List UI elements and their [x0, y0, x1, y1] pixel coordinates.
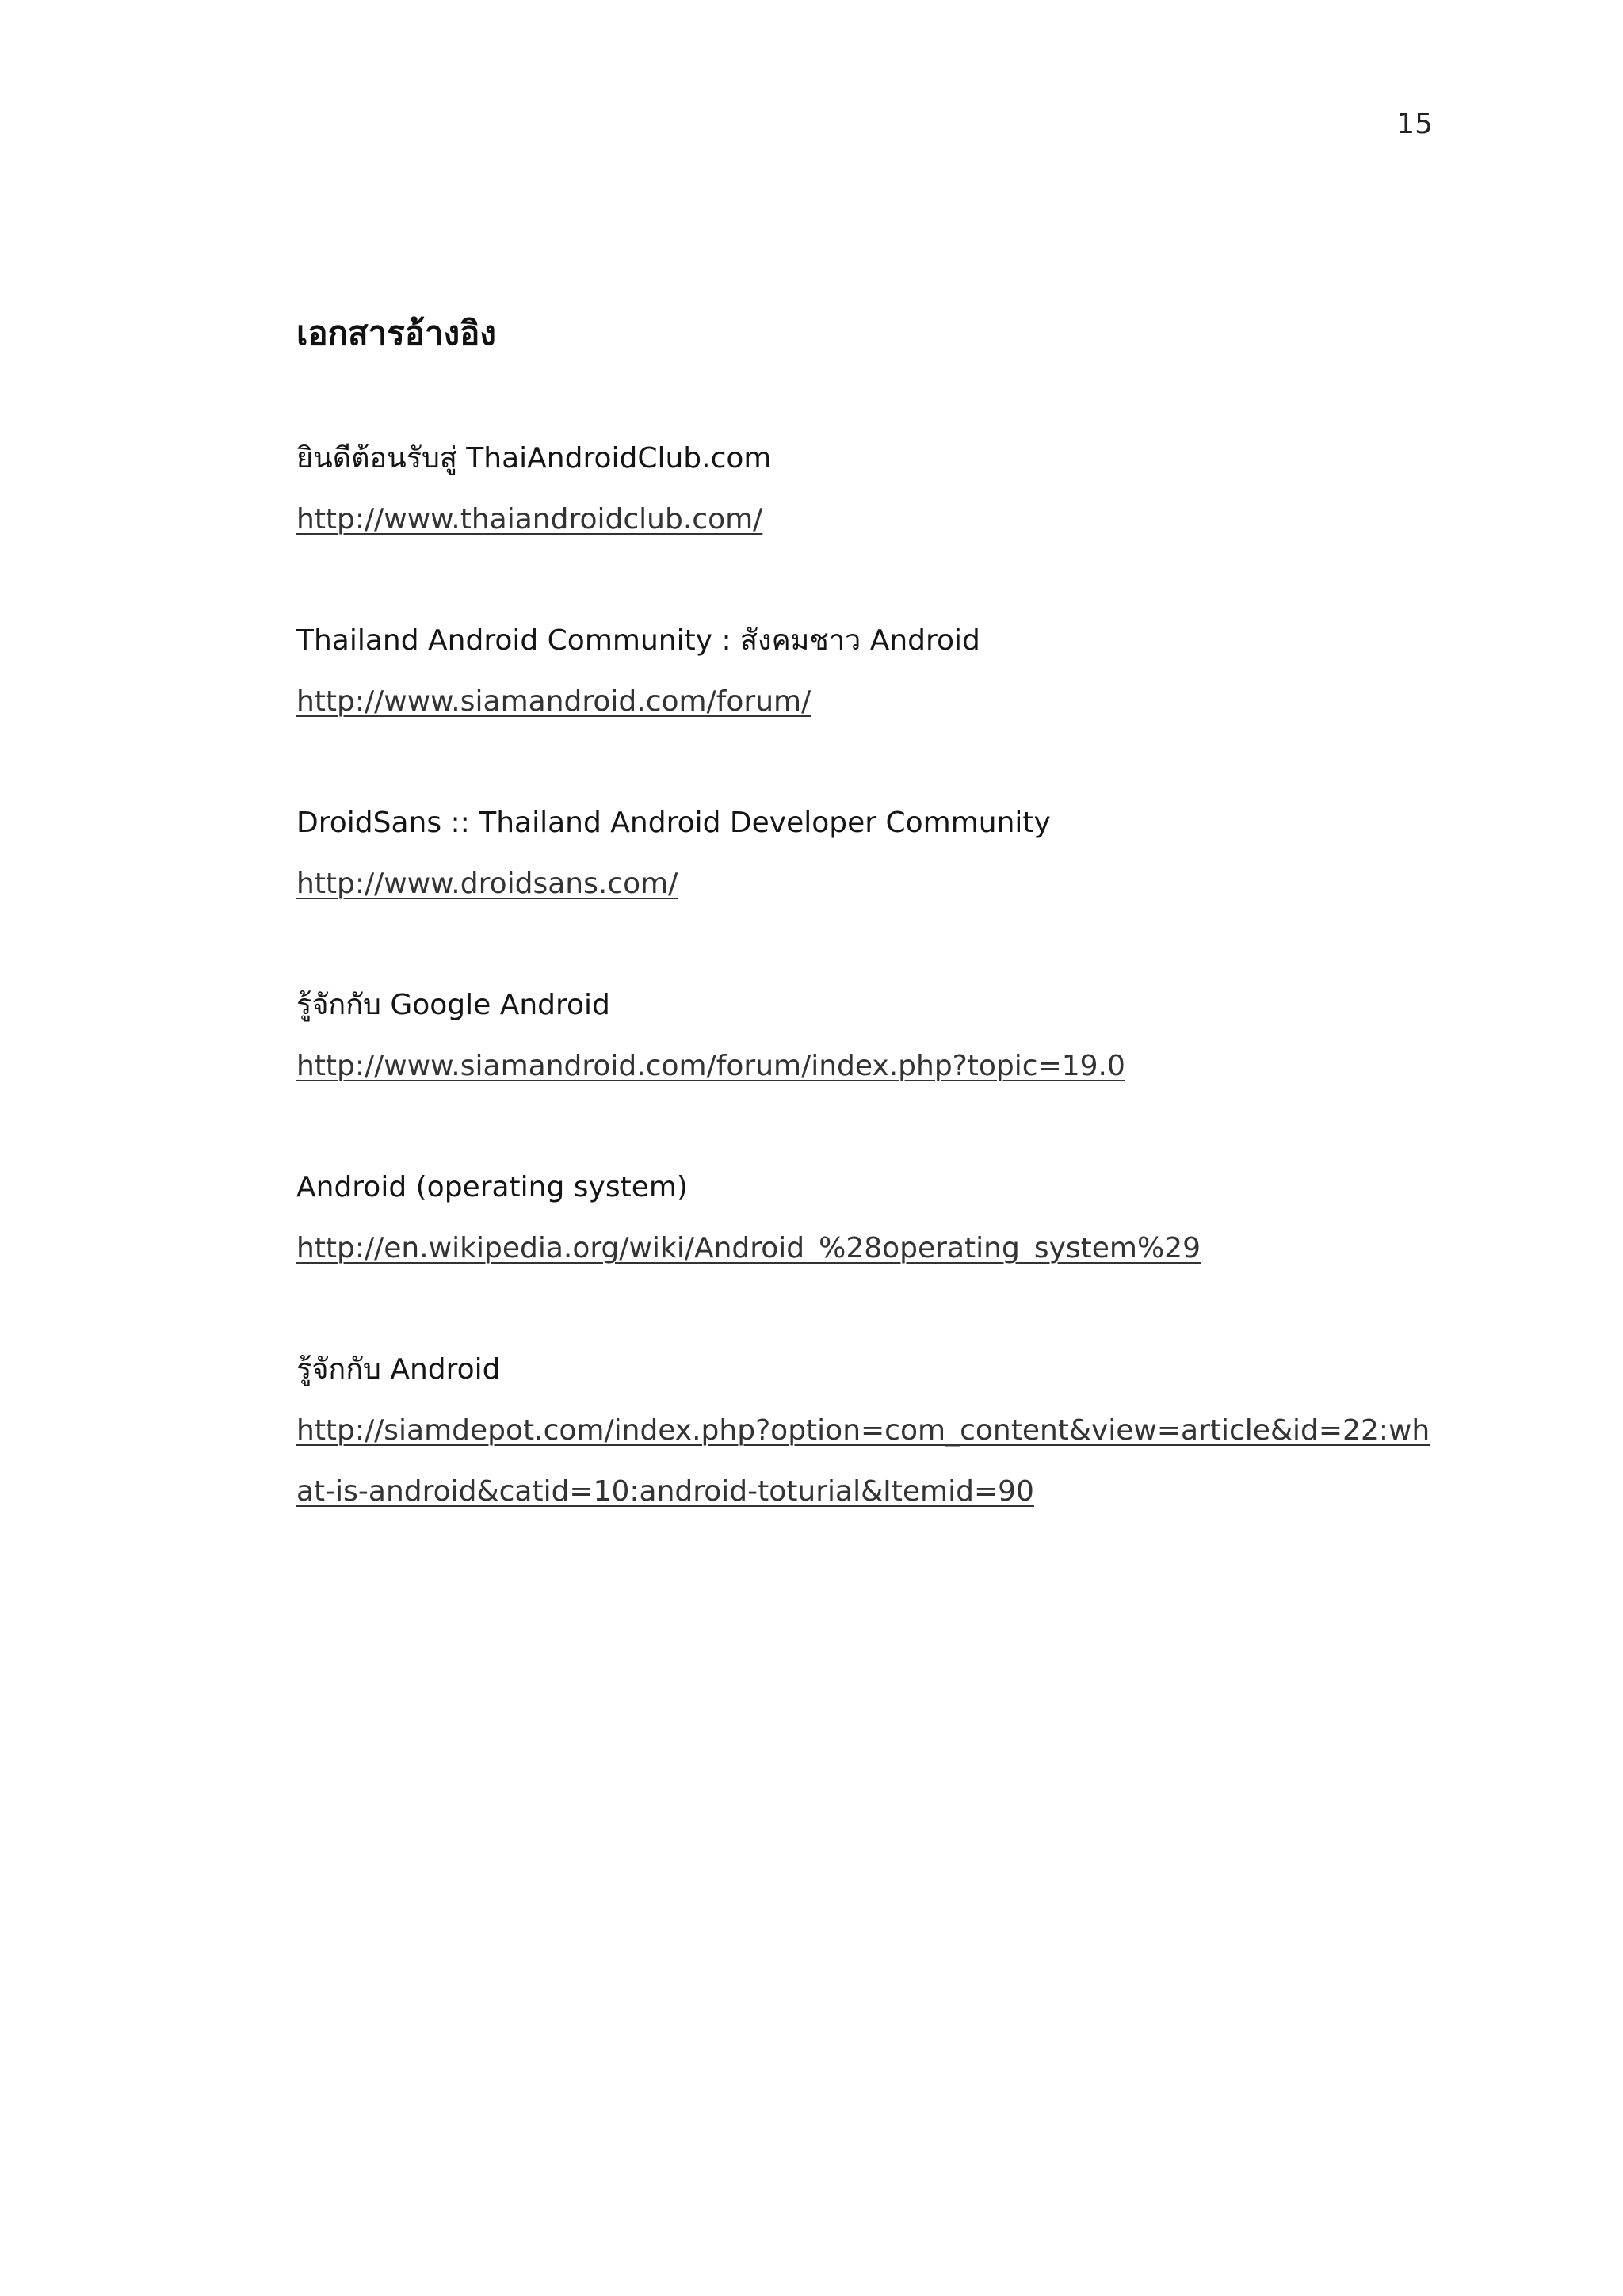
page-title: เอกสารอ้างอิง — [296, 314, 496, 353]
page-number: 15 — [1396, 108, 1433, 140]
reference-item — [296, 1339, 1438, 1522]
reference-link[interactable]: http://www.siamandroid.com/forum/index.php?topic=19.0 — [296, 1050, 1125, 1082]
reference-link[interactable]: http://www.thaiandroidclub.com/ — [296, 503, 763, 536]
reference-title: Thailand Android Community : สังคมชาว Android — [296, 624, 980, 657]
reference-list — [296, 428, 1438, 1582]
reference-item — [296, 610, 1438, 732]
reference-title: DroidSans :: Thailand Android Developer Community — [296, 807, 1051, 839]
reference-link[interactable]: http://www.siamandroid.com/forum/ — [296, 685, 812, 718]
reference-item — [296, 792, 1438, 914]
reference-link[interactable]: http://siamdepot.com/index.php?option=com_content&view=article&id=22:what-is-android&catid=10:android-toturial&Itemid=90 — [296, 1414, 1430, 1508]
reference-title: รู้จักกับ Android — [296, 1353, 501, 1386]
reference-link[interactable]: http://www.droidsans.com/ — [296, 868, 678, 900]
reference-item — [296, 1157, 1438, 1279]
reference-title: ยินดีต้อนรับสู่ ThaiAndroidClub.com — [296, 442, 772, 475]
reference-link[interactable]: http://en.wikipedia.org/wiki/Android_%28operating_system%29 — [296, 1232, 1201, 1264]
reference-title: รู้จักกับ Google Android — [296, 989, 610, 1021]
reference-title: Android (operating system) — [296, 1171, 688, 1203]
reference-item — [296, 428, 1438, 550]
reference-item — [296, 974, 1438, 1097]
